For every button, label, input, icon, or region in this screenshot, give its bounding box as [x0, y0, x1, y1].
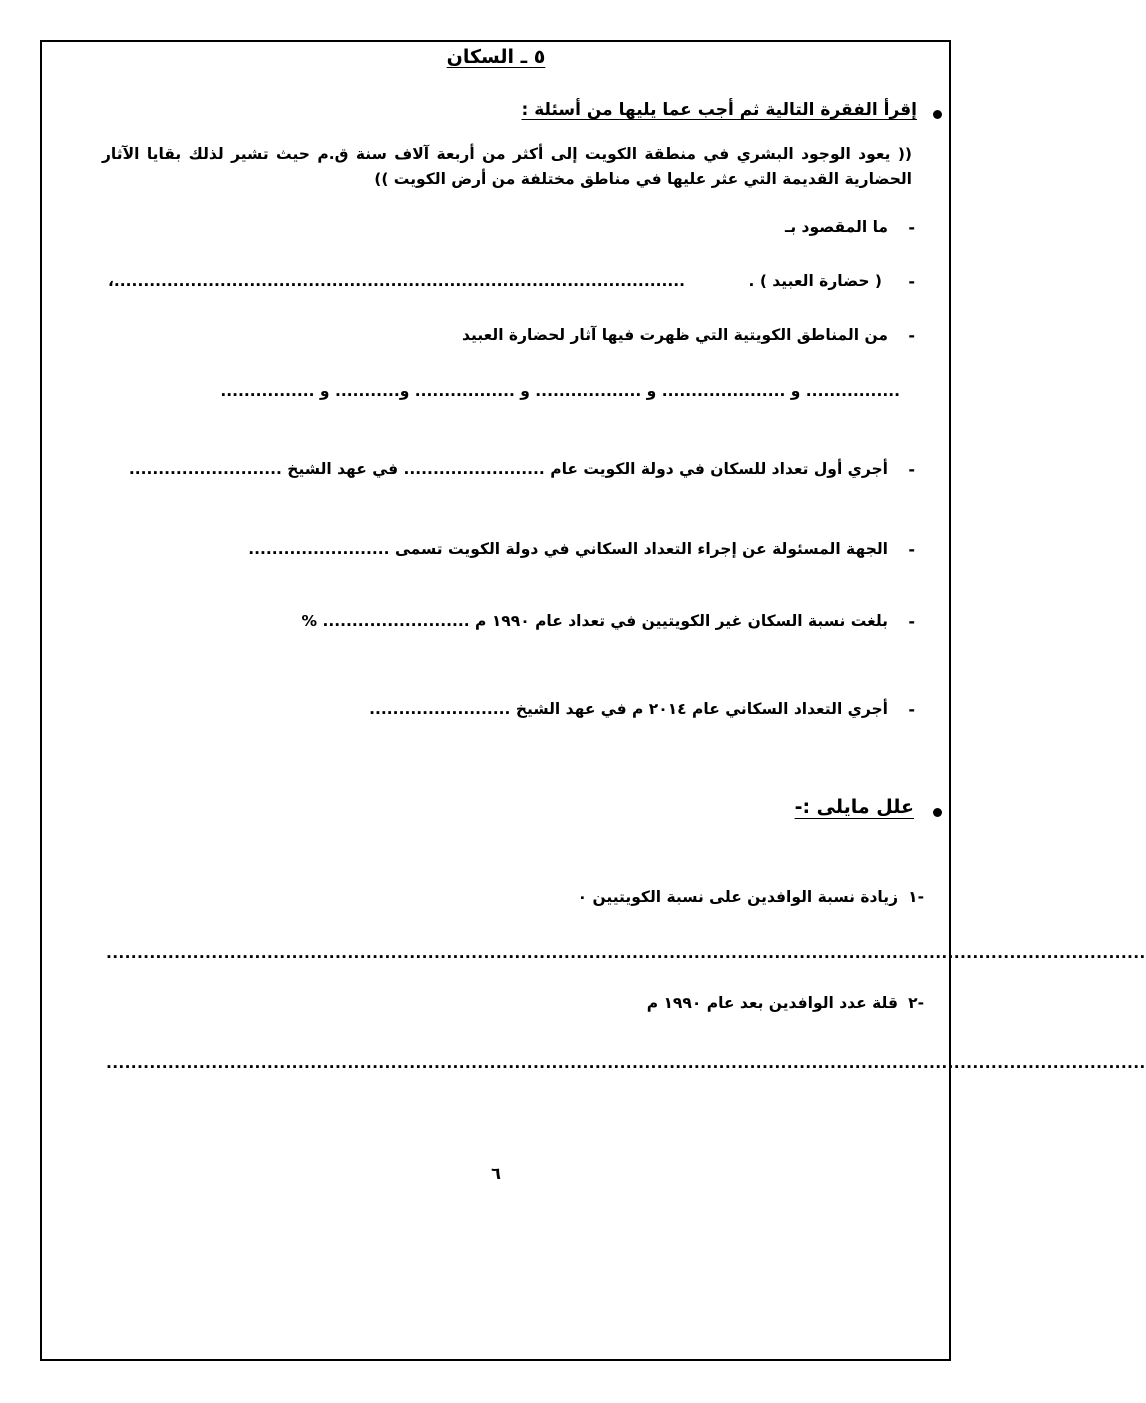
answer-line-areas: ................ و ..................... و .................. و ................. و........... و ................: [220, 382, 900, 400]
dash-marker: -: [908, 700, 915, 719]
dash-marker: -: [908, 272, 915, 291]
bullet-icon: [933, 808, 942, 817]
answer-line: ،.................................................................................................: [108, 272, 686, 290]
question-3: أجري أول تعداد للسكان في دولة الكويت عام ........................ في عهد الشيخ ..........................: [128, 460, 888, 478]
dash-marker: -: [908, 612, 915, 631]
question-4: الجهة المسئولة عن إجراء التعداد السكاني في دولة الكويت تسمى ........................: [248, 540, 888, 558]
dash-marker: -: [908, 460, 915, 479]
dash-marker: -: [908, 218, 915, 237]
question-6: أجري التعداد السكاني عام ٢٠١٤ م في عهد الشيخ ........................: [369, 700, 888, 718]
reason-1: زيادة نسبة الوافدين على نسبة الكويتيين ٠: [577, 888, 898, 906]
section2-heading: علل مايلى :-: [794, 796, 914, 818]
reason-1-number: ١-: [908, 888, 924, 906]
question-1: ما المقصود بـ: [785, 218, 888, 236]
page-number: ٦: [491, 1164, 501, 1183]
answer-line: ........................................................................................................................................................................: [106, 1054, 1146, 1072]
answer-line: ........................................................................................................................................................................: [106, 944, 1146, 962]
page-title: ٥ ـ السكان: [446, 46, 546, 68]
reason-2: قلة عدد الوافدين بعد عام ١٩٩٠ م: [646, 994, 898, 1012]
question-1-term: ( حضارة العبيد ) .: [748, 272, 882, 290]
bullet-icon: [933, 110, 942, 119]
reading-paragraph: (( يعود الوجود البشري في منطقة الكويت إلى أكثر من أربعة آلاف سنة ق.م حيث تشير لذلك بقايا الآثار الحضارية القديمة التي عثر عليها في مناطق مختلفة من أرض الكويت )): [102, 145, 912, 188]
dash-marker: -: [908, 326, 915, 345]
reason-2-number: ٢-: [908, 994, 924, 1012]
dash-marker: -: [908, 540, 915, 559]
question-2: من المناطق الكويتية التي ظهرت فيها آثار لحضارة العبيد: [462, 326, 888, 344]
section1-heading: إقرأ الفقرة التالية ثم أجب عما يليها من أسئلة :: [521, 100, 917, 120]
question-5: بلغت نسبة السكان غير الكويتيين في تعداد عام ١٩٩٠ م ......................... %: [301, 612, 888, 630]
